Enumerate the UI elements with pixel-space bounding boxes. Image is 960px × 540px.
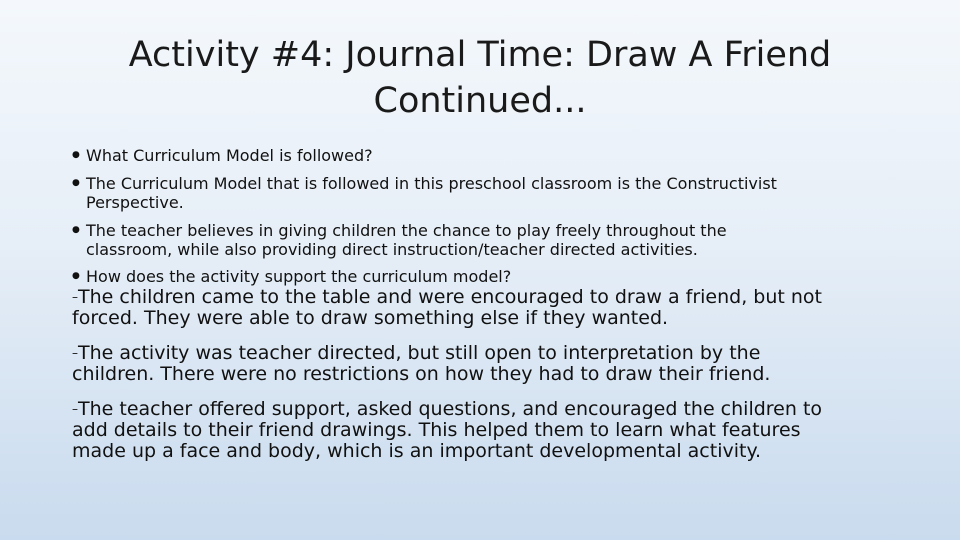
bullet-answer-2-line-2: classroom, while also providing direct instruction/teacher directed activities. [86, 240, 698, 259]
paragraph-2 [72, 343, 892, 385]
paragraph-1-line-2: forced. They were able to draw something else if they wanted. [72, 307, 669, 329]
bullet-answer-1-line-2: Perspective. [86, 193, 184, 212]
title-line-2: Continued... [373, 81, 587, 121]
bullet-icon: ● [72, 225, 80, 235]
paragraph-2-line-2: children. There were no restrictions on how they had to draw their friend. [72, 363, 771, 385]
bullet-answer-2-line-1: The teacher believes in giving children the chance to play freely throughout the [86, 221, 727, 240]
bullet-question-1: What Curriculum Model is followed? [86, 146, 373, 165]
bullet-icon: ● [72, 178, 80, 188]
bullet-icon: ● [72, 150, 80, 160]
dash-marker: – [72, 402, 78, 416]
paragraph-2-line-1: The activity was teacher directed, but still open to interpretation by the [78, 342, 761, 364]
dash-marker: – [72, 346, 78, 360]
paragraph-1 [72, 287, 892, 329]
title-line-1: Activity #4: Journal Time: Draw A Friend [128, 35, 832, 75]
dash-marker: – [72, 290, 78, 304]
paragraph-1-line-1: The children came to the table and were encouraged to draw a friend, but not [78, 286, 823, 308]
paragraph-3-line-1: The teacher offered support, asked questions, and encouraged the children to [78, 398, 823, 420]
bullet-answer-2 [86, 221, 727, 259]
paragraph-3 [72, 399, 892, 462]
bullet-answer-1-line-1: The Curriculum Model that is followed in this preschool classroom is the Constructivist [86, 174, 777, 193]
bullet-icon: ● [72, 271, 80, 281]
paragraph-3-line-3: made up a face and body, which is an important developmental activity. [72, 440, 762, 462]
bullet-answer-1 [86, 174, 777, 212]
bullet-question-2: How does the activity support the curriculum model? [86, 267, 512, 286]
slide-title [60, 32, 900, 124]
paragraph-3-line-2: add details to their friend drawings. This helped them to learn what features [72, 419, 801, 441]
